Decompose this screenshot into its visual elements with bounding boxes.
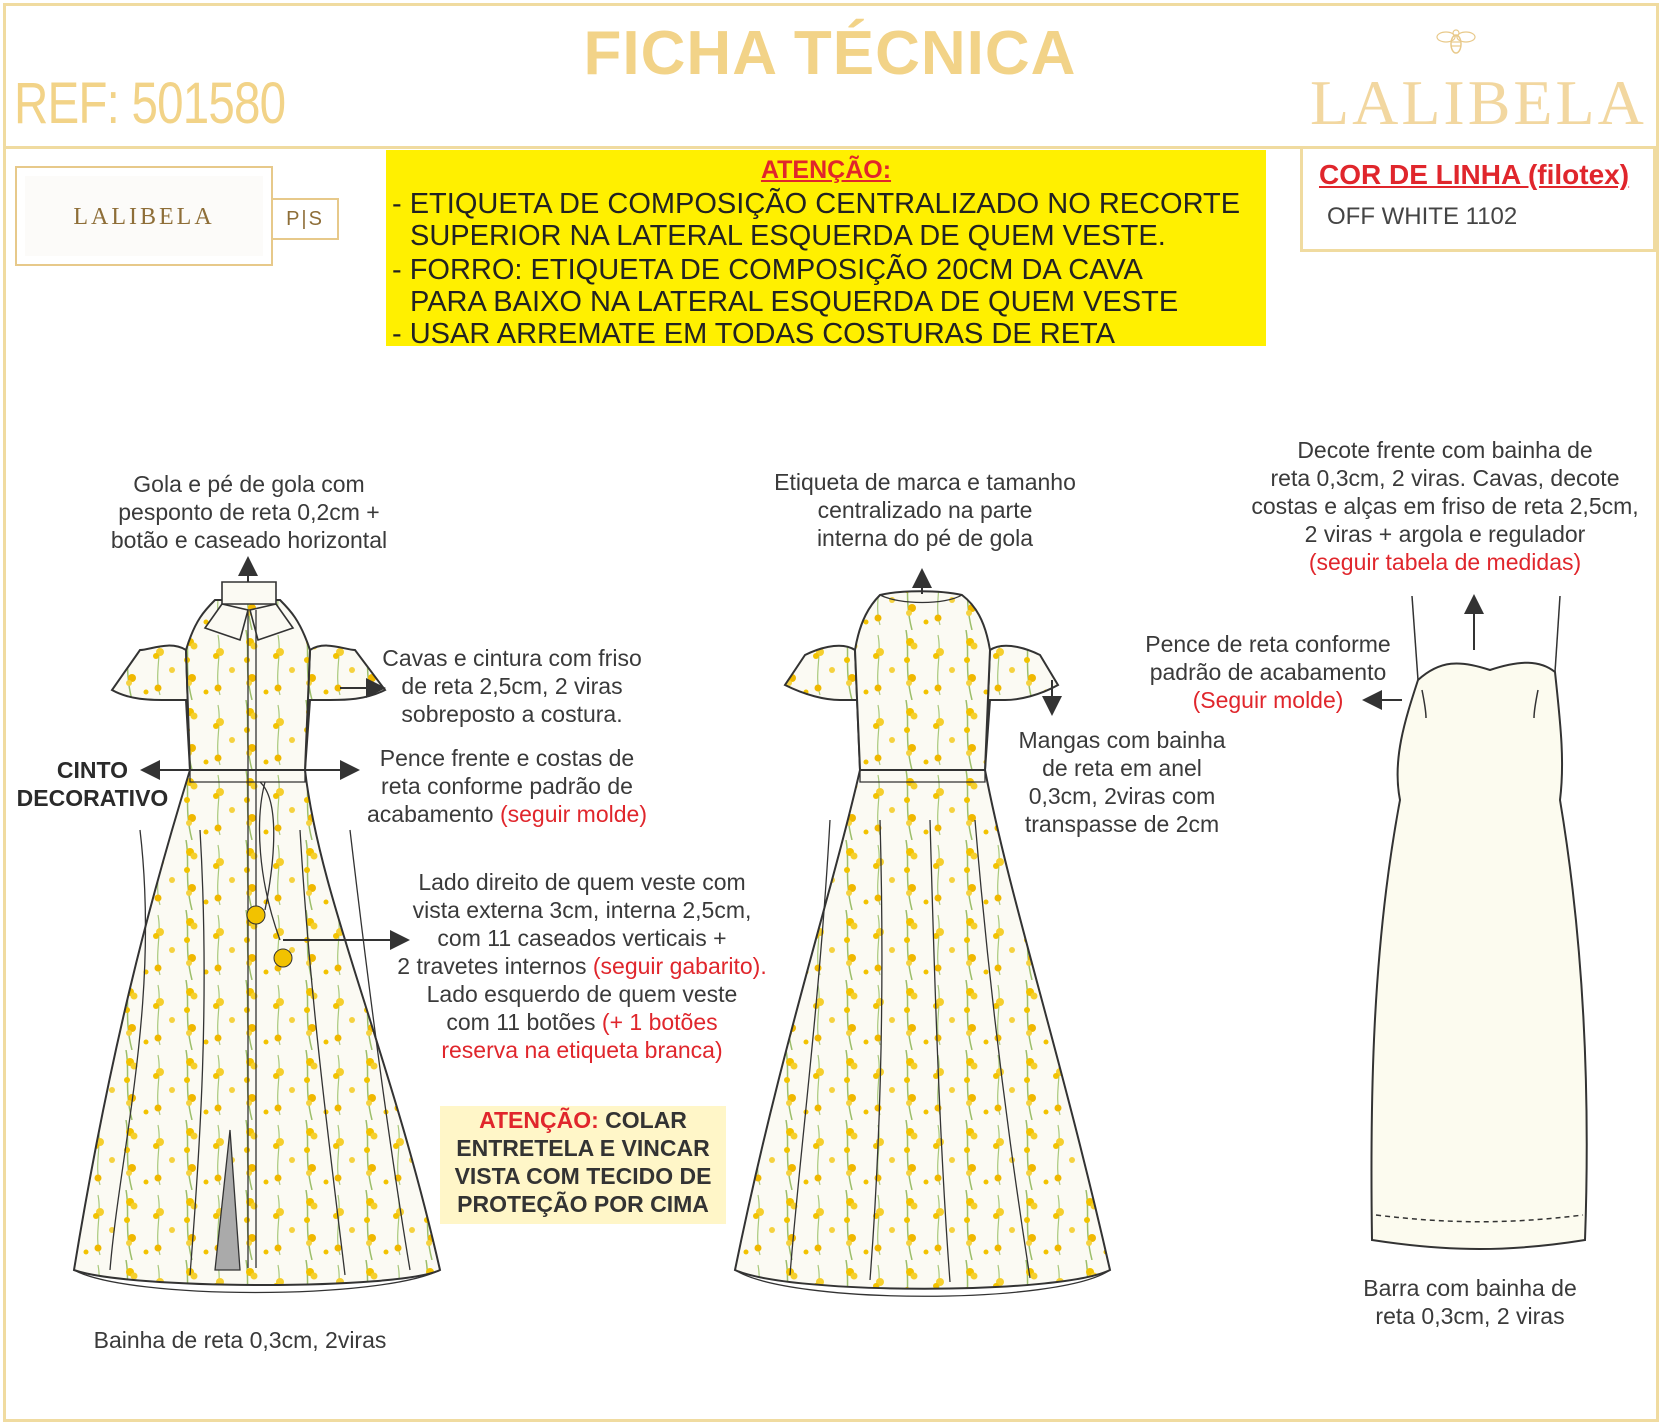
attention-interfacing-note: ATENÇÃO: COLAR ENTRETELA E VINCAR VISTA COM TECIDO DE PROTEÇÃO POR CIMA bbox=[440, 1106, 726, 1224]
attention-line: SUPERIOR NA LATERAL ESQUERDA DE QUEM VESTE. bbox=[410, 220, 1166, 252]
note-hem-left: Bainha de reta 0,3cm, 2viras bbox=[93, 1327, 387, 1353]
note-armholes: Cavas e cintura com friso de reta 2,5cm, 2 viras sobreposto a costura. bbox=[382, 645, 642, 727]
brand-label-text: LALIBELA bbox=[73, 204, 215, 230]
attention-line: - USAR ARREMATE EM TODAS COSTURAS DE RETA bbox=[392, 318, 1115, 350]
note-sleeves: Mangas com bainha de reta em anel 0,3cm, 2viras com transpasse de 2cm bbox=[1018, 727, 1226, 837]
reference-code: REF: 501580 bbox=[14, 71, 286, 136]
size-tag: P|S bbox=[271, 198, 339, 240]
attention-title: ATENÇÃO: bbox=[760, 156, 892, 184]
note-neckline: Decote frente com bainha de reta 0,3cm, 2 viras. Cavas, decote costas e alças em friso de reta 2,5cm, 2 viras + argola e regulador (seguir tabela de medidas) bbox=[1251, 437, 1639, 575]
slip-drawing bbox=[1371, 663, 1586, 1249]
note-belt: CINTO DECORATIVO bbox=[16, 757, 169, 811]
brand-logo: LALIBELA bbox=[1310, 67, 1647, 138]
attention-line: PARA BAIXO NA LATERAL ESQUERDA DE QUEM VESTE bbox=[410, 286, 1179, 318]
note-collar: Gola e pé de gola com pesponto de reta 0,2cm + botão e caseado horizontal bbox=[110, 471, 388, 553]
note-brand-label: Etiqueta de marca e tamanho centralizado na parte interna do pé de gola bbox=[774, 469, 1076, 551]
annotation-arrows bbox=[144, 560, 1474, 940]
thread-color-title: COR DE LINHA (filotex) bbox=[1319, 159, 1630, 190]
page-title: FICHA TÉCNICA bbox=[583, 19, 1077, 88]
note-slip-hem: Barra com bainha de reta 0,3cm, 2 viras bbox=[1363, 1275, 1577, 1329]
note-placket: Lado direito de quem veste com vista externa 3cm, interna 2,5cm, com 11 caseados verticais + 2 travetes internos (seguir gabarito). Lado esquerdo de quem veste com 11 botões (+ 1 botões reserva na etiqueta branca) bbox=[397, 869, 767, 1063]
attention-line: - FORRO: ETIQUETA DE COMPOSIÇÃO 20CM DA CAVA bbox=[392, 254, 1143, 286]
attention-line: - ETIQUETA DE COMPOSIÇÃO CENTRALIZADO NO RECORTE bbox=[392, 188, 1241, 220]
note-slip-darts: Pence de reta conforme padrão de acabamento (Seguir molde) bbox=[1145, 631, 1391, 713]
thread-color-value: OFF WHITE 1102 bbox=[1327, 203, 1518, 230]
note-darts-front: Pence frente e costas de reta conforme padrão de acabamento (seguir molde) bbox=[367, 745, 647, 827]
